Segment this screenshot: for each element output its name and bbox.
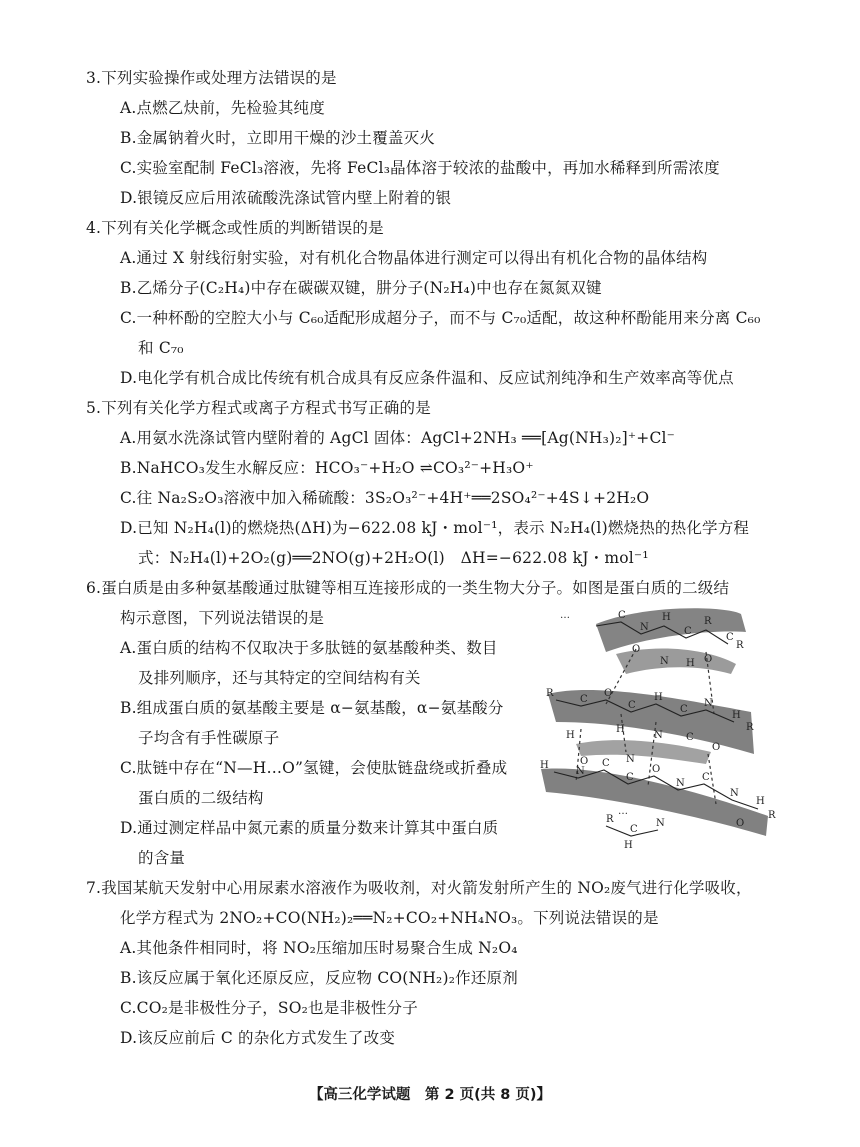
svg-text:O: O [580, 756, 589, 767]
svg-text:H: H [654, 692, 663, 703]
protein-helix-diagram [536, 604, 784, 862]
question-4-option-c: C.一种杯酚的空腔大小与 C₆₀适配形成超分子，而不与 C₇₀适配，故这种杯酚能用来分离 C₆₀ [120, 309, 761, 327]
svg-text:C: C [580, 694, 588, 705]
svg-text:O: O [704, 654, 713, 665]
question-4-option-c-cont: 和 C₇₀ [138, 339, 184, 357]
svg-text:O: O [604, 688, 613, 699]
svg-text:O: O [652, 764, 661, 775]
svg-text:R: R [606, 814, 614, 825]
svg-text:N: N [704, 698, 713, 709]
question-5-option-d-cont: 式：N₂H₄(l)+2O₂(g)══2NO(g)+2H₂O(l) ΔH=−622.08 kJ・mol⁻¹ [138, 549, 649, 567]
svg-text:H: H [566, 730, 575, 741]
question-6-option-b: B.组成蛋白质的氨基酸主要是 α−氨基酸，α−氨基酸分 [120, 699, 504, 717]
svg-text:N: N [656, 818, 665, 829]
question-6-option-a-cont: 及排列顺序，还与其特定的空间结构有关 [138, 669, 421, 687]
svg-text:C: C [630, 824, 638, 835]
svg-text:C: C [686, 732, 694, 743]
svg-text:C: C [680, 704, 688, 715]
svg-text:O: O [736, 818, 745, 829]
question-6-option-c: C.肽链中存在“N—H…O”氢键，会使肽链盘绕或折叠成 [120, 759, 508, 777]
question-7-option-a: A.其他条件相同时，将 NO₂压缩加压时易聚合生成 N₂O₄ [120, 939, 518, 957]
question-3-option-c: C.实验室配制 FeCl₃溶液，先将 FeCl₃晶体溶于较浓的盐酸中，再加水稀释到所需浓度 [120, 159, 720, 177]
question-6-option-d: D.通过测定样品中氮元素的质量分数来计算其中蛋白质 [120, 819, 499, 837]
svg-text:O: O [712, 742, 721, 753]
svg-text:C: C [702, 772, 710, 783]
svg-text:H: H [616, 724, 625, 735]
svg-text:O: O [632, 644, 641, 655]
svg-text:N: N [576, 766, 585, 777]
svg-text:R: R [768, 810, 776, 821]
svg-text:H: H [732, 710, 741, 721]
svg-text:N: N [654, 730, 663, 741]
question-7-option-d: D.该反应前后 C 的杂化方式发生了改变 [120, 1029, 396, 1047]
svg-text:C: C [628, 700, 636, 711]
question-6-option-c-cont: 蛋白质的二级结构 [138, 789, 264, 807]
question-3-option-d: D.银镜反应后用浓硫酸洗涤试管内壁上附着的银 [120, 189, 452, 207]
svg-text:H: H [686, 658, 695, 669]
svg-text:C: C [684, 626, 692, 637]
question-5-option-c: C.往 Na₂S₂O₃溶液中加入稀硫酸：3S₂O₃²⁻+4H⁺══2SO₄²⁻+4S↓+2H₂O [120, 489, 650, 507]
question-3-option-a: A.点燃乙炔前，先检验其纯度 [120, 99, 325, 117]
question-5-option-b: B.NaHCO₃发生水解反应：HCO₃⁻+H₂O ⇌CO₃²⁻+H₃O⁺ [120, 459, 534, 477]
question-7-option-b: B.该反应属于氧化还原反应，反应物 CO(NH₂)₂作还原剂 [120, 969, 518, 987]
figure-dots-bottom: … [618, 806, 628, 817]
question-5-option-a: A.用氨水洗涤试管内壁附着的 AgCl 固体：AgCl+2NH₃ ══[Ag(NH₃)₂]⁺+Cl⁻ [120, 429, 676, 447]
question-6-option-a: A.蛋白质的结构不仅取决于多肽链的氨基酸种类、数目 [120, 639, 498, 657]
question-4-option-a: A.通过 X 射线衍射实验，对有机化合物晶体进行测定可以得出有机化合物的晶体结构 [120, 249, 708, 267]
svg-text:H: H [662, 612, 671, 623]
question-7-option-c: C.CO₂是非极性分子，SO₂也是非极性分子 [120, 999, 418, 1017]
svg-text:N: N [660, 656, 669, 667]
question-7-stem: 7.我国某航天发射中心用尿素水溶液作为吸收剂，对火箭发射所产生的 NO₂废气进行化学吸收， [86, 879, 752, 897]
svg-text:H: H [624, 840, 633, 851]
question-4-option-b: B.乙烯分子(C₂H₄)中存在碳碳双键，肼分子(N₂H₄)中也存在氮氮双键 [120, 279, 602, 297]
svg-text:R: R [746, 722, 754, 733]
question-3-option-b: B.金属钠着火时，立即用干燥的沙土覆盖灭火 [120, 129, 436, 147]
page-footer: 【高三化学试题 第 2 页(共 8 页)】 [308, 1087, 552, 1103]
question-3-stem: 3.下列实验操作或处理方法错误的是 [86, 69, 337, 87]
question-4-stem: 4.下列有关化学概念或性质的判断错误的是 [86, 219, 384, 237]
figure-dots-top: … [560, 610, 570, 621]
svg-text:R: R [546, 688, 554, 699]
svg-text:R: R [704, 616, 712, 627]
svg-text:C: C [618, 610, 626, 621]
svg-text:N: N [730, 788, 739, 799]
question-7-stem-cont: 化学方程式为 2NO₂+CO(NH₂)₂══N₂+CO₂+NH₄NO₃。下列说法错误的是 [120, 909, 659, 927]
question-5-option-d: D.已知 N₂H₄(l)的燃烧热(ΔH)为−622.08 kJ・mol⁻¹，表示 N₂H₄(l)燃烧热的热化学方程 [120, 519, 750, 537]
question-6-option-b-cont: 子均含有手性碳原子 [138, 729, 280, 747]
question-6-stem-cont: 构示意图，下列说法错误的是 [120, 609, 325, 627]
svg-text:N: N [626, 754, 635, 765]
svg-text:N: N [640, 622, 649, 633]
question-6-stem: 6.蛋白质是由多种氨基酸通过肽键等相互连接形成的一类生物大分子。如图是蛋白质的二级结 [86, 579, 730, 597]
svg-text:N: N [676, 778, 685, 789]
svg-text:C: C [626, 772, 634, 783]
question-5-stem: 5.下列有关化学方程式或离子方程式书写正确的是 [86, 399, 431, 417]
svg-text:H: H [756, 796, 765, 807]
svg-text:R: R [736, 640, 744, 651]
protein-secondary-structure-figure [536, 604, 784, 862]
question-6-option-d-cont: 的含量 [138, 849, 186, 867]
svg-text:H: H [540, 760, 549, 771]
svg-text:C: C [726, 632, 734, 643]
svg-text:C: C [602, 758, 610, 769]
question-4-option-d: D.电化学有机合成比传统有机合成具有反应条件温和、反应试剂纯净和生产效率高等优点 [120, 369, 734, 387]
